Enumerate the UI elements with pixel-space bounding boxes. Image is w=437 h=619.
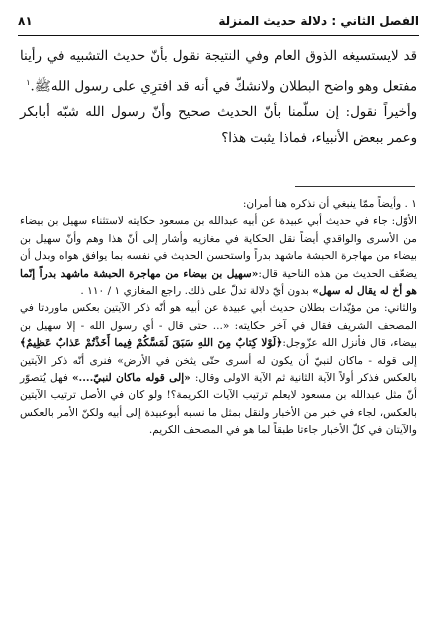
running-header [18, 10, 419, 32]
paragraph-1-end: . [30, 79, 35, 95]
footnote-1-first-end: بدون أيّ دلالة تدلّ على ذلك. راجع المغازي ١ / ١١٠ . [80, 285, 313, 298]
main-text [20, 44, 417, 152]
paragraph-1 [20, 44, 417, 100]
footnote-1-first-text: الأوّل: جاء في حديث أبي عبيدة عن أبيه عبدالله بن مسعود حكايته لاستثناء سهيل بن بيضاء من الأسرى والواقدي أيضاً نقل الحكاية في مغازيه وأشار إلى أنّ هذا وهم وأنّ سهيل بن بيضاء من مهاجرة الحبشة ماشهد بدراً واستحسن الحديث في نفسه بما يوافق هواه وبدل أن يضعّف الحديث من هذه الناحية قال: [20, 215, 417, 280]
page-number: ٨١ [18, 14, 33, 28]
footnote-1-first-quote: «سهيل بن بيضاء من مهاجرة الحبشة ماشهد بدراً إنّما هو أخ له يقال له سهل» [20, 267, 417, 298]
footnote-1-heading: ١ . وأيضاً ممّا ينبغي أن نذكره هنا أمران: [242, 198, 417, 210]
footnote-ref-1: ١ [26, 78, 31, 87]
footnote-1-first [20, 213, 417, 300]
salawat-glyph: ﷺ [34, 79, 51, 95]
quran-verse: ﴿لَوْلا كِتابٌ مِنَ اللهِ سَبَقَ لَمَسَّكُمْ فِيما أَخَذْتُمْ عَذابٌ عَظِيمٌ﴾ [20, 337, 283, 350]
footnote-separator [295, 186, 415, 187]
footnote-1-second [20, 300, 417, 439]
footnote-1-second-quote: «إلى قوله ماكان لنبيّ....» [71, 372, 191, 385]
paragraph-1-text: قد لايستسيغه الذوق العام وفي النتيجة نقول بأنّ حديث التشبيه في رأينا مفتعل وهو واضح البطلان ولانشكّ في أنه قد افترِي على رسول الله [20, 49, 417, 95]
header-rule [18, 35, 419, 36]
footnotes [20, 196, 417, 440]
chapter-title: الفصل الثاني : دلالة حديث المنزلة [218, 14, 419, 28]
footnote-1-second-text-b: إلى قوله - ماكان لنبيّ أن يكون له أسرى حتّى يثخن في الأرض» فنرى أنّه ذكر الآيتين بالعكس فذكر أولاً الآية الثانية ثم الآية الاولى وقال: [20, 354, 417, 385]
paragraph-2: وأخيراً نقول: إن سلّمنا بأنّ الحديث صحيح وأنّ رسول الله شبّه أبابكر وعمر ببعض الأنبياء، فماذا يثبت هذا؟ [20, 105, 417, 147]
footnote-1-second-text-a: والثاني: من مؤيّدات بطلان حديث أبي عبيدة عن أبيه هو أنّه ذكر الآيتين بعكس ماوردتا في المصحف الشريف فقال في آخر حكايته: «... حتى قال - أي رسول الله - إلا سهيل بن بيضاء، قال فأنزل الله عزّوجل: [20, 302, 417, 350]
footnote-1-second-text-c: فهل يُتصوّر أنّ مثل عبدالله بن مسعود لايعلم ترتيب الآيات الكريمة؟! ولو كان في الأصل ترتيب الآيتين بالعكس، لجاء في خبر من الأخبار ولنقل بمثل ما نسبه أبوعبيدة إلى أبيه ولكنّ الأمر بالعكس والآيتان في كلّ الأخبار جاءتا طبقاً لما هو في المصحف الكريم. [20, 372, 417, 437]
